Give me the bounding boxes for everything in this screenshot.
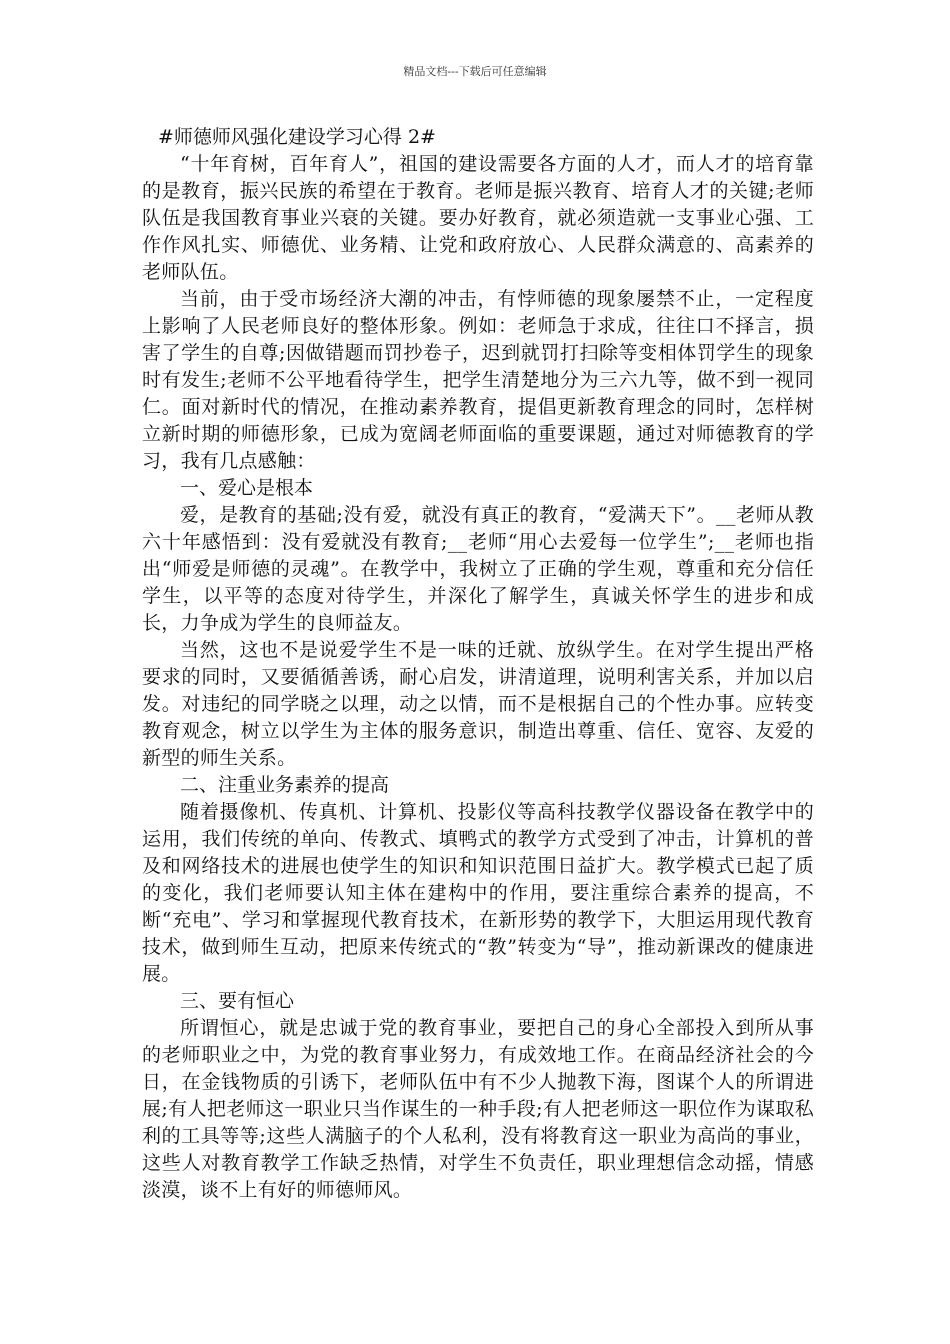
paragraph-love: 爱，是教育的基础;没有爱，就没有真正的教育，“爱满天下”。__老师从教六十年感悟到：没有爱就没有教育;__老师“用心去爱每一位学生”;__老师也指出“师爱是师德的灵魂”。在教学中，我树立了正确的学生观，尊重和充分信任学生，以平等的态度对待学生，并深化了解学生，真诚关怀学生的进步和成长，力争成为学生的良师益友。 bbox=[142, 504, 814, 634]
paragraph-love-discipline: 当然，这也不是说爱学生不是一味的迁就、放纵学生。在对学生提出严格要求的同时，又要循循善诱，耐心启发，讲清道理，说明利害关系，并加以启发。对违纪的同学晓之以理，动之以情，而不是根据自己的个性办事。应转变教育观念，树立以学生为主体的服务意识，制造出尊重、信任、宽容、友爱的新型的师生关系。 bbox=[142, 639, 814, 769]
paragraph-quality: 随着摄像机、传真机、计算机、投影仪等高科技教学仪器设备在教学中的运用，我们传统的单向、传教式、填鸭式的教学方式受到了冲击，计算机的普及和网络技术的进展也使学生的知识和知识范围日益扩大。教学模式已起了质的变化，我们老师要认知主体在建构中的作用，要注重综合素养的提高，不断“充电”、学习和掌握现代教育技术，在新形势的教学下，大胆运用现代教育技术，做到师生互动，把原来传统式的“教”转变为“导”，推动新课改的健康进展。 bbox=[142, 801, 814, 985]
section-heading-perseverance: 三、要有恒心 bbox=[180, 990, 295, 1012]
page-header: 精品文档---下载后可任意编辑 bbox=[403, 65, 547, 78]
paragraph-current-situation: 当前，由于受市场经济大潮的冲击，有悖师德的现象屡禁不止，一定程度上影响了人民老师良好的整体形象。例如：老师急于求成，往往口不择言，损害了学生的自尊;因做错题而罚抄卷子，迟到就罚打扫除等变相体罚学生的现象时有发生;老师不公平地看待学生，把学生清楚地分为三六九等，做不到一视同仁。面对新时代的情况，在推动素养教育，提倡更新教育理念的同时，怎样树立新时期的师德形象，已成为宽阔老师面临的重要课题，通过对师德教育的学习，我有几点感触： bbox=[142, 288, 814, 472]
section-heading-love: 一、爱心是根本 bbox=[180, 477, 314, 499]
paragraph-perseverance: 所谓恒心，就是忠诚于党的教育事业，要把自己的身心全部投入到所从事的老师职业之中，为党的教育事业努力，有成效地工作。在商品经济社会的今日，在金钱物质的引诱下，老师队伍中有不少人抛教下海，图谋个人的所谓进展;有人把老师这一职业只当作谋生的一种手段;有人把老师这一职位作为谋取私利的工具等等;这些人满脑子的个人私利，没有将教育这一职业为高尚的事业，这些人对教育教学工作缺乏热情，对学生不负责任，职业理想信念动摇，情感淡漠，谈不上有好的师德师风。 bbox=[142, 1017, 814, 1201]
document-body bbox=[142, 124, 814, 1204]
paragraph-intro: “十年育树，百年育人”，祖国的建设需要各方面的人才，而人才的培育靠的是教育，振兴民族的希望在于教育。老师是振兴教育、培育人才的关键;老师队伍是我国教育事业兴衰的关键。要办好教育，就必须造就一支事业心强、工作作风扎实、师德优、业务精、让党和政府放心、人民群众满意的、高素养的老师队伍。 bbox=[142, 153, 814, 283]
document-title: #师德师风强化建设学习心得 2# bbox=[158, 126, 436, 148]
section-heading-quality: 二、注重业务素养的提高 bbox=[180, 774, 390, 796]
